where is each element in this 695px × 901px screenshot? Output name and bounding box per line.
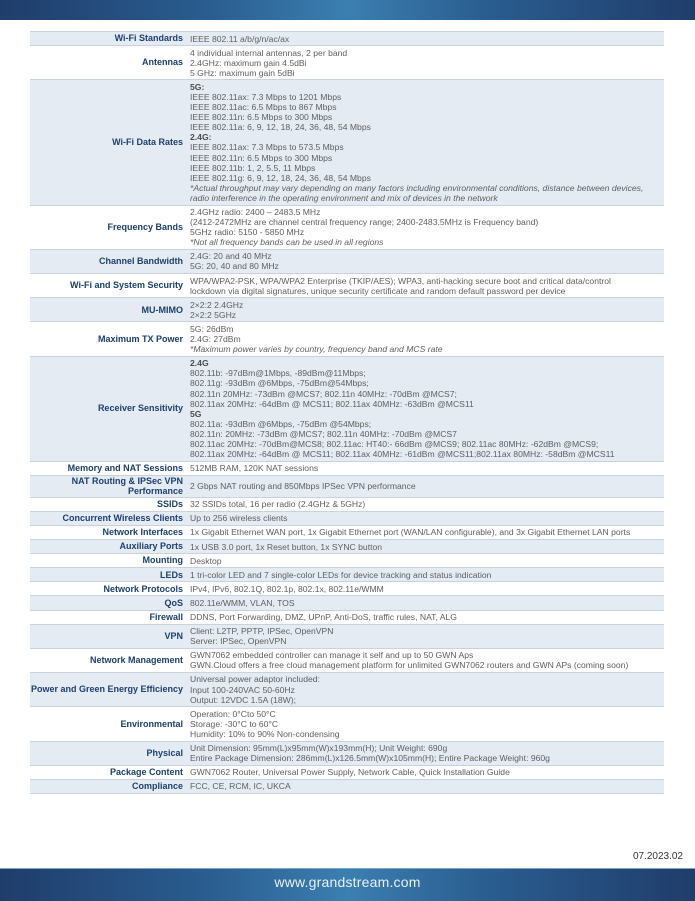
spec-value [190,766,664,779]
spec-value-line: GWN7062 Router, Universal Power Supply, Network Cable, Quick Installation Guide [190,767,510,778]
spec-row [30,461,664,475]
spec-label: Physical [146,747,183,758]
spec-row [30,321,664,355]
spec-value-line: 512MB RAM, 120K NAT sessions [190,463,319,474]
spec-value-line: 5 GHz: maximum gain 5dBi [190,67,295,78]
spec-row [30,765,664,779]
spec-value [190,512,664,525]
spec-value-line: 802.11n 20MHz: -73dBm @MCS7; 802.11n 40MHz: -70dBm @MCS7; [190,388,457,399]
spec-value-line: 2.4GHz radio: 2400 – 2483.5 MHz [190,207,321,217]
spec-value-line: IEEE 802.11 a/b/g/n/ac/ax [190,33,290,44]
spec-value-line: WPA/WPA2-PSK, WPA/WPA2 Enterprise (TKIP/AES); WPA3, anti-hacking secure boot and critical data/control [190,275,611,286]
spec-value-line: 4 individual internal antennas, 2 per band [190,47,348,58]
spec-value-line: 5GHz radio: 5150 - 5850 MHz [190,227,305,238]
spec-row [30,624,664,648]
spec-table [30,31,664,794]
spec-value [190,32,664,45]
spec-row [30,497,664,511]
spec-value [190,274,664,297]
spec-row [30,79,664,204]
spec-row [30,567,664,581]
spec-value-line: IEEE 802.11n: 6.5 Mbps to 300 Mbps [190,152,333,163]
spec-value [190,322,664,355]
spec-value-line: 2.4G: 27dBm [190,334,241,345]
spec-row [30,595,664,609]
spec-value [190,596,664,609]
spec-label: Receiver Sensitivity [97,403,183,414]
spec-value-line: Entire Package Dimension: 286mm(L)x126.5mm(W)x105mm(H); Entire Package Weight: 960g [190,753,550,764]
spec-row [30,205,664,249]
spec-label: Package Content [109,767,183,778]
spec-label: Memory and NAT Sessions [67,462,183,473]
spec-label: QoS [164,597,183,608]
spec-row [30,31,664,45]
spec-label: Concurrent Wireless Clients [62,513,183,524]
spec-value-line: Client: L2TP, PPTP, IPSec, OpenVPN [190,626,334,637]
spec-value [190,80,664,204]
document-version: 07.2023.02 [632,851,683,862]
spec-value [190,625,664,648]
spec-label: Wi-Fi Data Rates [112,137,183,148]
spec-value-footnote: *Maximum power varies by country, frequency band and MCS rate [190,344,443,355]
spec-value-line: IPv4, IPv6, 802.1Q, 802.1p, 802.1x, 802.11e/WMM [190,583,384,594]
spec-row [30,475,664,497]
spec-value [190,582,664,595]
spec-value-line: 802.11n: 20MHz: -73dBm @MCS7; 802.11n 40MHz: -70dBm @MCS7 [190,428,457,439]
spec-value [190,462,664,475]
spec-value-line: IEEE 802.11ax: 7.3 Mbps to 1201 Mbps [190,91,342,102]
spec-value-line: 2 Gbps NAT routing and 850Mbps IPSec VPN performance [190,481,416,492]
spec-value [190,526,664,539]
spec-value-line: IEEE 802.11n: 6.5 Mbps to 300 Mbps [190,112,333,123]
spec-value [190,554,664,567]
spec-value-line: 2.4GHz: maximum gain 4.5dBi [190,57,307,68]
spec-value-subheading: 5G [190,408,202,419]
spec-value [190,46,664,79]
spec-value-line: GWN7062 embedded controller can manage it self and up to 50 GWN Aps [190,650,474,661]
spec-label: LEDs [159,569,183,580]
header-band [0,0,695,20]
footer-website-link[interactable]: www.grandstream.com [274,874,421,890]
spec-value-line: 802.11b: -97dBm@1Mbps, -89dBm@11Mbps; [190,368,366,379]
spec-value-subheading: 2.4G: [190,132,212,143]
spec-value-line: Up to 256 wireless clients [190,513,288,524]
spec-value-line: 32 SSIDs total, 16 per radio (2.4GHz & 5GHz) [190,499,366,510]
spec-value-line: 802.11ac 20MHz: -70dBm@MCS8; 802.11ac: HT40:- 66dBm @MCS9; 802.11ac 80MHz: -62dBm @MCS9; [190,438,599,449]
spec-row [30,741,664,765]
spec-value-line: Desktop [190,555,222,566]
spec-label: Frequency Bands [107,221,183,232]
spec-value [190,250,664,273]
spec-value-line: 2.4G: 20 and 40 MHz [190,251,272,262]
spec-value [190,707,664,740]
spec-value [190,498,664,511]
spec-value [190,357,664,461]
spec-label: MU-MIMO [141,304,183,315]
spec-label: Network Management [89,655,183,666]
spec-value-subheading: 2.4G [190,358,209,369]
spec-value-line: Unit Dimension: 95mm(L)x95mm(W)x193mm(H); Unit Weight: 690g [190,743,448,754]
spec-value [190,673,664,706]
spec-row [30,706,664,740]
spec-value [190,206,664,249]
spec-row [30,273,664,297]
spec-label: VPN [164,630,183,641]
spec-value [190,780,664,793]
spec-value [190,540,664,553]
spec-row [30,779,664,794]
spec-value-line: 1 tri-color LED and 7 single-color LEDs for device tracking and status indication [190,569,492,580]
spec-label: Power and Green Energy Efficiency [30,684,183,695]
spec-value-line: 802.11a: -93dBm @6Mbps, -75dBm @54Mbps; [190,418,372,429]
spec-label: Firewall [149,611,183,622]
spec-value-line: IEEE 802.11ax: 7.3 Mbps to 573.5 Mbps [190,142,344,153]
spec-value-line: (2412-2472MHz are channel central frequency range; 2400-2483.5MHz is Frequency band) [190,217,539,228]
spec-value [190,611,664,624]
spec-row [30,525,664,539]
spec-row [30,297,664,321]
spec-value-line: Universal power adaptor included: [190,674,320,685]
spec-value-footnote: *Not all frequency bands can be used in all regions [190,237,384,248]
spec-row [30,672,664,706]
spec-value-line: 1x Gigabit Ethernet WAN port, 1x Gigabit Ethernet port (WAN/LAN configurable), and 3x Gigabit Ethernet LAN ports [190,527,631,538]
spec-label: Wi-Fi Standards [114,33,183,44]
spec-value-line: FCC, CE, RCM, IC, UKCA [190,781,291,792]
spec-value [190,568,664,581]
spec-label: Antennas [141,57,183,68]
spec-label: Maximum TX Power [97,333,183,344]
spec-value [190,298,664,321]
spec-value [190,649,664,672]
spec-row [30,249,664,273]
spec-value-line: IEEE 802.11ac: 6.5 Mbps to 867 Mbps [190,102,337,113]
spec-row [30,553,664,567]
spec-value-footnote: *Actual throughput may vary depending on many factors including environmental conditions, distance between devices, radio interference in the operating environment and mix of devices in the network [190,182,644,203]
spec-value-line: Input 100-240VAC 50-60Hz [190,684,295,695]
spec-row [30,610,664,624]
spec-value-line: Operation: 0°Cto 50°C [190,708,276,719]
spec-label: Environmental [120,718,183,729]
spec-label: Wi-Fi and System Security [70,280,183,291]
spec-row [30,511,664,525]
spec-label: Mounting [142,555,183,566]
spec-value-subheading: 5G: [190,81,205,92]
spec-value [190,480,664,493]
spec-value-line: lockdown via digital signatures, unique security certificate and random default password per device [190,285,566,296]
spec-value [190,742,664,765]
spec-row [30,45,664,79]
spec-value-line: 2×2:2 5GHz [190,309,237,320]
spec-value-line: Storage: -30°C to 60°C [190,718,279,729]
spec-value-line: 802.11ax 20MHz: -64dBm @ MCS11; 802.11ax 40MHz: -63dBm @MCS11 [190,398,474,409]
spec-row [30,356,664,461]
spec-label: Channel Bandwidth [99,256,183,267]
spec-value-line: Server: IPSec, OpenVPN [190,636,287,647]
spec-row [30,581,664,595]
spec-value-line: Output: 12VDC 1.5A (18W); [190,694,297,705]
spec-value-line: 1x USB 3.0 port, 1x Reset button, 1x SYNC button [190,541,383,552]
spec-value-line: 802.11ax 20MHz: -64dBm @ MCS11; 802.11ax 40MHz: -61dBm @MCS11;802.11ax 80MHz: -58dBm @MCS11 [190,449,615,460]
spec-value-line: IEEE 802.11b: 1, 2, 5.5, 11 Mbps [190,162,316,173]
spec-value-line: GWN.Cloud offers a free cloud management platform for unlimited GWN7062 routers and GWN APs (coming soon) [190,660,629,671]
spec-label: NAT Routing & IPSec VPN Performance [71,475,183,497]
spec-label: Auxiliary Ports [119,541,183,552]
spec-value-line: 5G: 26dBm [190,323,234,334]
spec-label: SSIDs [156,499,183,510]
spec-row [30,539,664,553]
spec-label: Compliance [131,781,183,792]
spec-value-line: 802.11g: -93dBm @6Mbps, -75dBm@54Mbps; [190,378,369,389]
spec-value-line: IEEE 802.11a: 6, 9, 12, 18, 24, 36, 48, 54 Mbps [190,122,371,133]
spec-value-line: IEEE 802.11g: 6, 9, 12, 18, 24, 36, 48, 54 Mbps [190,172,371,183]
spec-value-line: DDNS, Port Forwarding, DMZ, UPnP, Anti-DoS, traffic rules, NAT, ALG [190,612,457,622]
spec-value-line: 2×2:2 2.4GHz [190,299,244,310]
spec-label: Network Protocols [103,583,183,594]
spec-value-line: 802.11e/WMM, VLAN, TOS [190,597,295,608]
spec-value-line: Humidity: 10% to 90% Non-condensing [190,728,340,739]
spec-row [30,648,664,672]
spec-label: Network Interfaces [102,527,183,538]
spec-value-line: 5G: 20, 40 and 80 MHz [190,261,279,272]
